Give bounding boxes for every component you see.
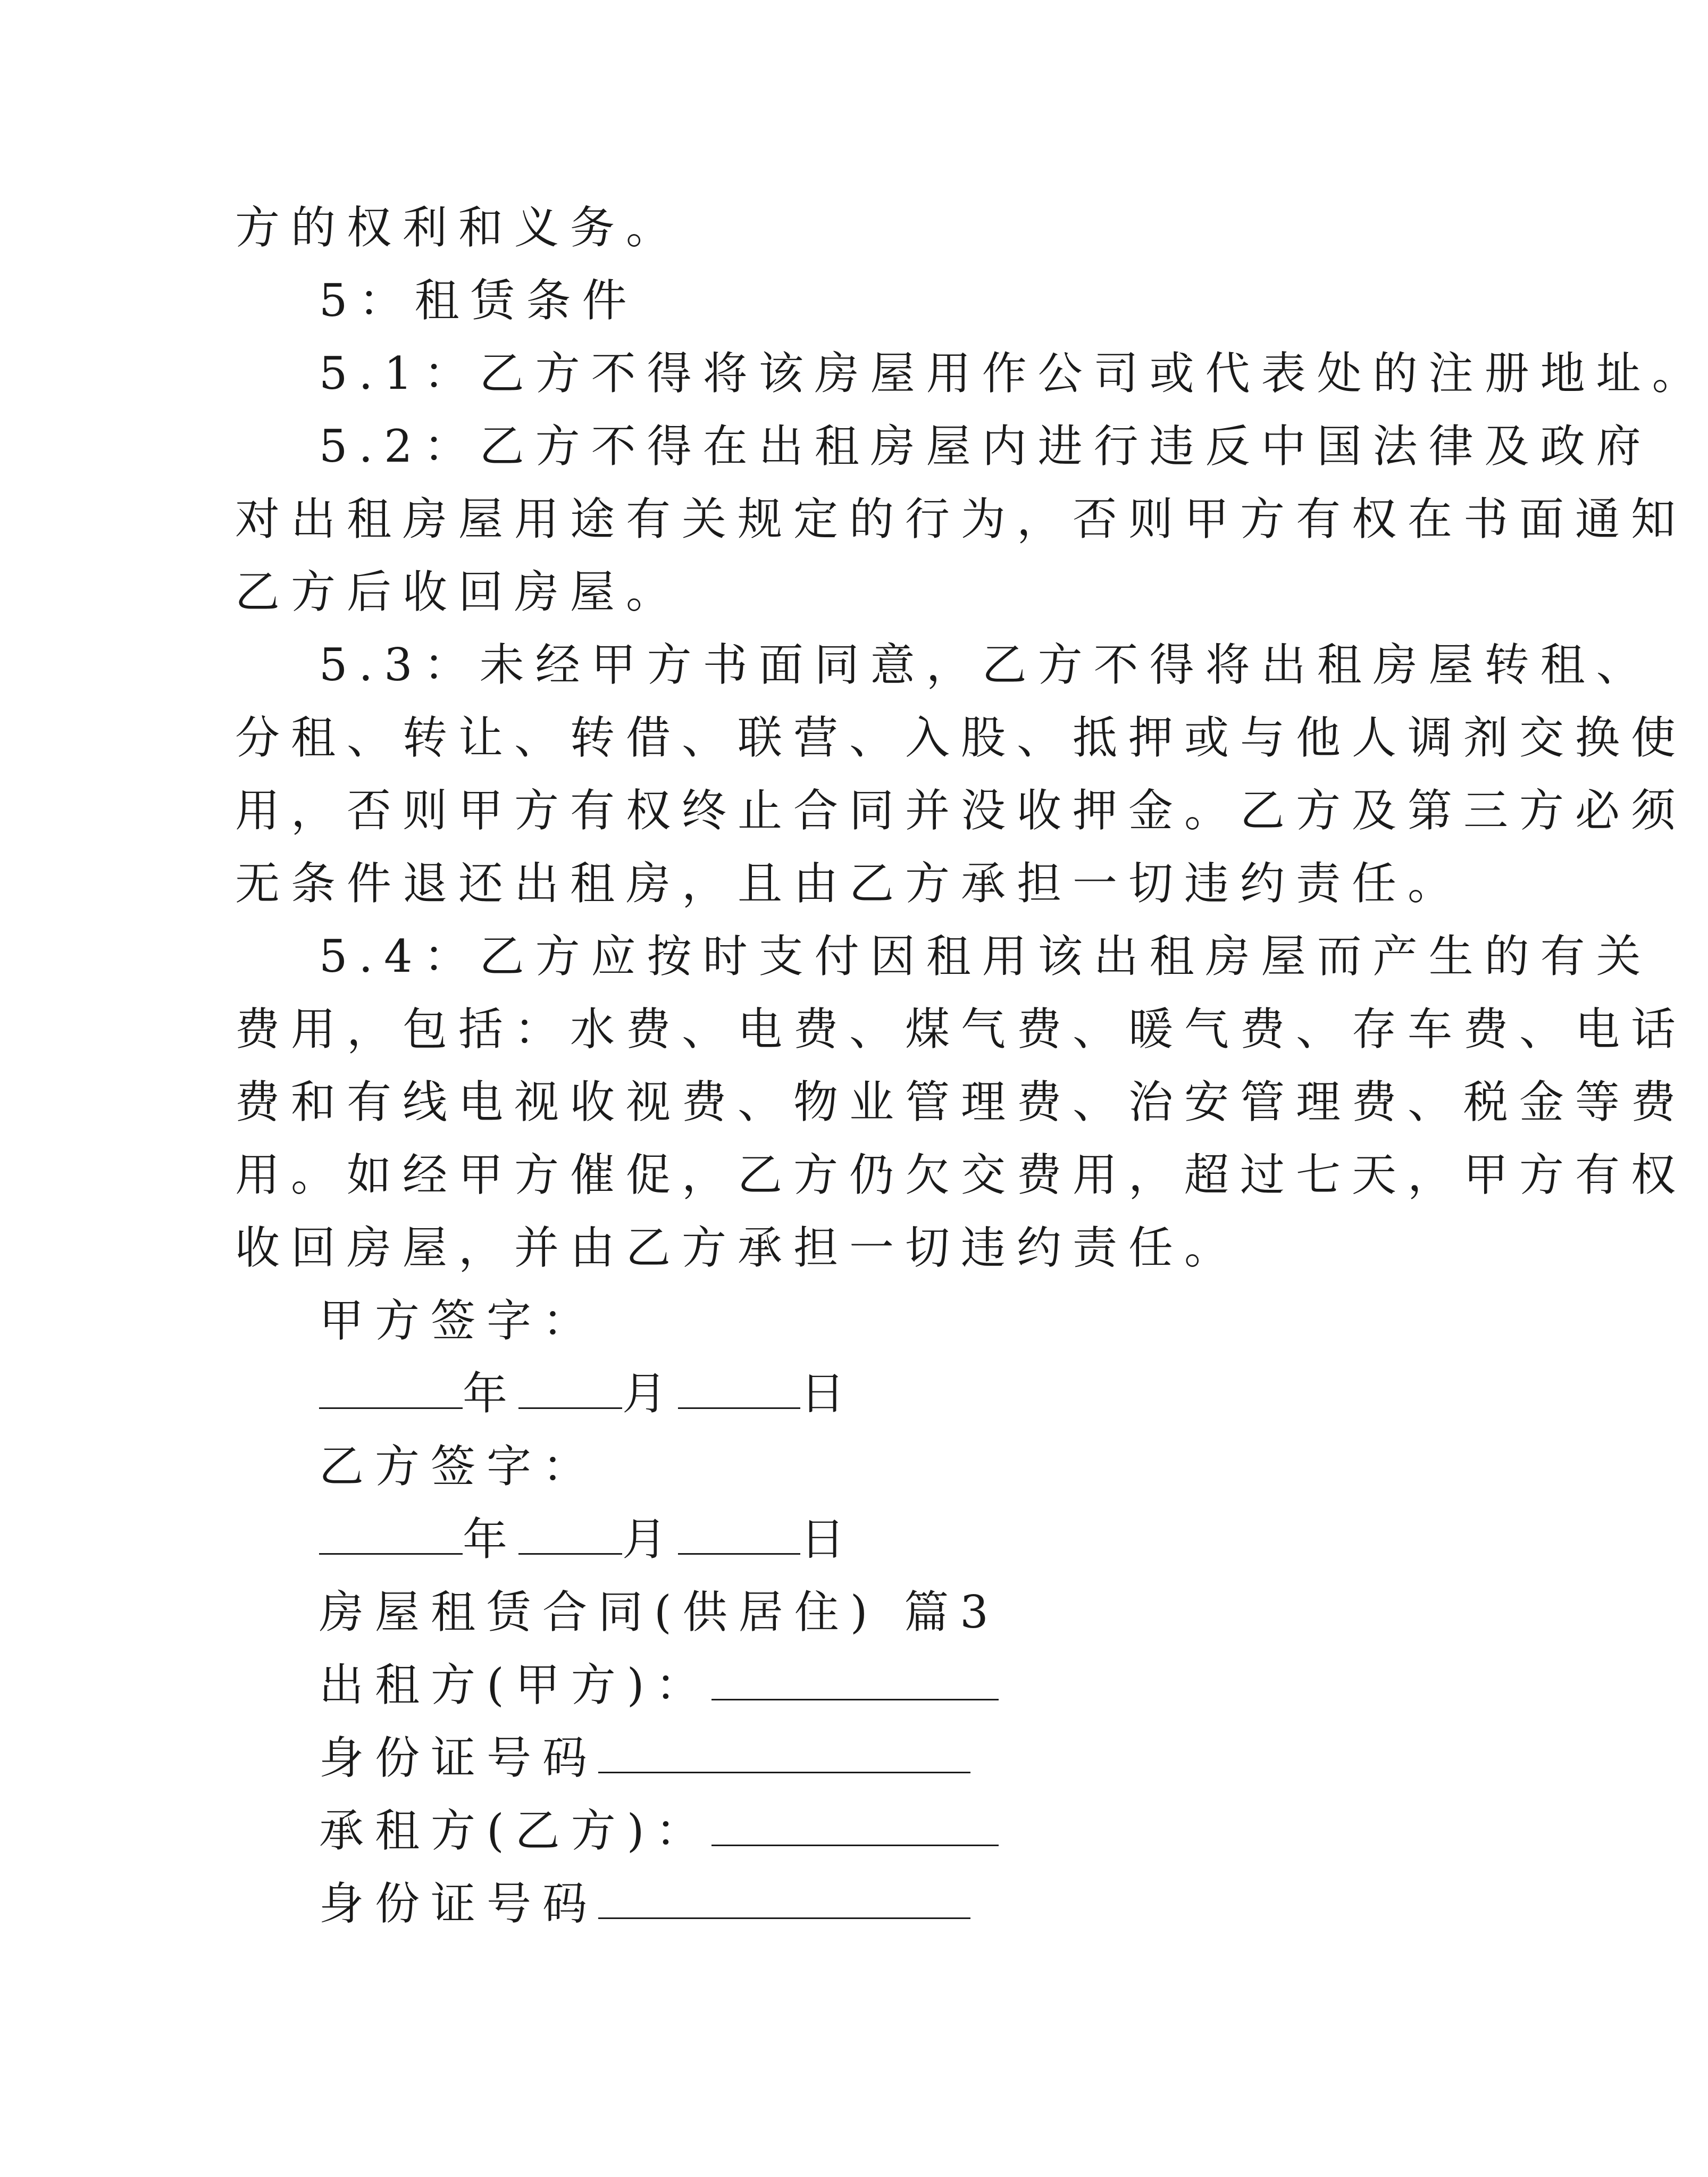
year-label: 年 bbox=[463, 1513, 519, 1565]
paragraph-line: 收回房屋，并由乙方承担一切违约责任。 bbox=[235, 1222, 1241, 1274]
lessor-line bbox=[319, 1658, 999, 1712]
lessor-id-label: 身份证号码 bbox=[319, 1732, 599, 1784]
lessee-id-label: 身份证号码 bbox=[319, 1878, 599, 1930]
lessor-id-line bbox=[319, 1731, 970, 1784]
month-label: 月 bbox=[622, 1367, 679, 1420]
day-blank[interactable] bbox=[678, 1514, 800, 1555]
year-label: 年 bbox=[463, 1367, 519, 1420]
lessee-id-blank[interactable] bbox=[598, 1878, 970, 1919]
party-a-signature-label: 甲方签字： bbox=[319, 1295, 599, 1347]
paragraph-line: 对出租房屋用途有关规定的行为，否则甲方有权在书面通知 bbox=[235, 493, 1687, 545]
lessee-id-line bbox=[319, 1877, 970, 1930]
paragraph-line: 分租、转让、转借、联营、入股、抵押或与他人调剂交换使 bbox=[235, 712, 1687, 764]
lessee-label: 承租方(乙方)： bbox=[319, 1805, 711, 1857]
day-label: 日 bbox=[800, 1367, 857, 1420]
party-b-signature-label: 乙方签字： bbox=[319, 1440, 599, 1492]
party-b-date-line bbox=[319, 1513, 856, 1566]
section-title: 房屋租赁合同(供居住) 篇3 bbox=[319, 1586, 1000, 1638]
paragraph-line: 5.4：乙方应按时支付因租用该出租房屋而产生的有关 bbox=[319, 930, 1652, 982]
paragraph-line: 5.1：乙方不得将该房屋用作公司或代表处的注册地址。 bbox=[319, 347, 1708, 399]
paragraph-line: 乙方后收回房屋。 bbox=[235, 566, 682, 618]
lessor-id-blank[interactable] bbox=[598, 1732, 970, 1773]
paragraph-line: 无条件退还出租房，且由乙方承担一切违约责任。 bbox=[235, 857, 1464, 910]
month-blank[interactable] bbox=[518, 1514, 622, 1555]
year-blank[interactable] bbox=[319, 1514, 463, 1555]
party-a-date-line bbox=[319, 1367, 856, 1420]
paragraph-line: 5.2：乙方不得在出租房屋内进行违反中国法律及政府 bbox=[319, 420, 1652, 472]
lessor-blank[interactable] bbox=[711, 1659, 999, 1700]
month-label: 月 bbox=[622, 1513, 679, 1565]
lessee-blank[interactable] bbox=[711, 1805, 999, 1846]
month-blank[interactable] bbox=[518, 1368, 622, 1409]
paragraph-line: 费和有线电视收视费、物业管理费、治安管理费、税金等费 bbox=[235, 1076, 1687, 1128]
day-label: 日 bbox=[800, 1513, 857, 1565]
paragraph-line: 费用，包括：水费、电费、煤气费、暖气费、存车费、电话 bbox=[235, 1003, 1687, 1055]
paragraph-line: 5.3：未经甲方书面同意，乙方不得将出租房屋转租、 bbox=[319, 639, 1652, 691]
paragraph-line: 方的权利和义务。 bbox=[235, 202, 682, 254]
day-blank[interactable] bbox=[678, 1368, 800, 1409]
paragraph-line: 用。如经甲方催促，乙方仍欠交费用，超过七天，甲方有权 bbox=[235, 1149, 1687, 1201]
paragraph-line: 用，否则甲方有权终止合同并没收押金。乙方及第三方必须 bbox=[235, 785, 1687, 837]
section-heading: 5：租赁条件 bbox=[319, 274, 638, 327]
lessee-line bbox=[319, 1804, 999, 1857]
year-blank[interactable] bbox=[319, 1368, 463, 1409]
lessor-label: 出租方(甲方)： bbox=[319, 1659, 711, 1711]
